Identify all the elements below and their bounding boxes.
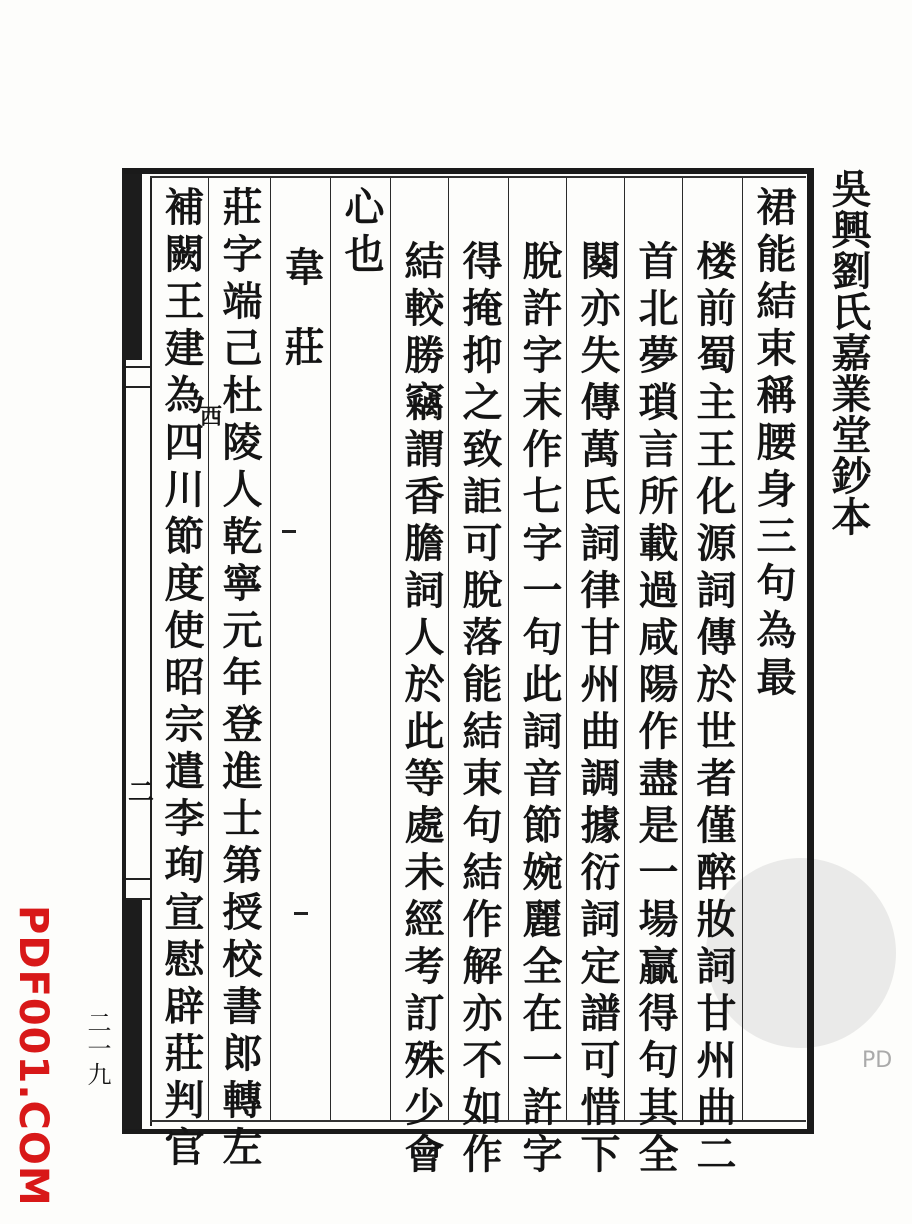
column-rule [508,178,509,1120]
column-rule [270,178,271,1120]
text-column-3: 首北夢瑣言所載過咸陽作盡是一場贏得句其全 [632,240,679,1180]
text-column-4: 闋亦失傳萬氏詞律甘州曲調據衍詞定譜可惜下 [574,240,621,1180]
dash-mark [294,912,308,915]
inner-top-rule [150,176,806,178]
text-column-5: 脫許字末作七字一句此詞音節婉麗全在一許字 [516,240,563,1180]
side-annotation-mark: 西 [200,404,223,430]
column-rule [566,178,567,1120]
fold-mark: 二 [128,778,155,808]
fishtail-mark-lower [126,878,150,900]
column-rule [742,178,743,1120]
text-column-11: 補闕王建為四川節度使昭宗遣李珣宣慰辟莊判官 [158,186,205,1173]
dash-mark [282,530,296,533]
page-number: 二一九 [83,1010,111,1088]
text-column-1: 裙能結束稱腰身三句為最 [750,186,797,703]
column-rule [330,178,331,1120]
column-rule [682,178,683,1120]
text-column-2: 楼前蜀主王化源詞傳於世者僅醉妝詞甘州曲二 [690,240,737,1180]
column-rule [448,178,449,1120]
column-rule [208,178,209,1120]
inner-left-rule [150,176,152,1126]
text-column-9-author-heading: 韋莊 [278,246,325,406]
text-column-7: 結較勝竊謂香膽詞人於此等處未經考訂殊少會 [398,240,445,1180]
watermark-text: PDF001.COM [10,905,56,1207]
text-column-10: 莊字端己杜陵人乾寧元年登進士第授校書郎轉左 [216,186,263,1173]
text-column-8: 心也 [338,186,385,280]
column-rule [390,178,391,1120]
seal-stamp-text: PD [862,1048,893,1073]
column-rule [624,178,625,1120]
text-column-6: 得掩抑之致詎可脫落能結束句結作解亦不如作 [456,240,503,1180]
book-header-title: 吳興劉氏嘉業堂鈔本 [825,168,872,537]
fishtail-mark-upper [126,366,150,388]
